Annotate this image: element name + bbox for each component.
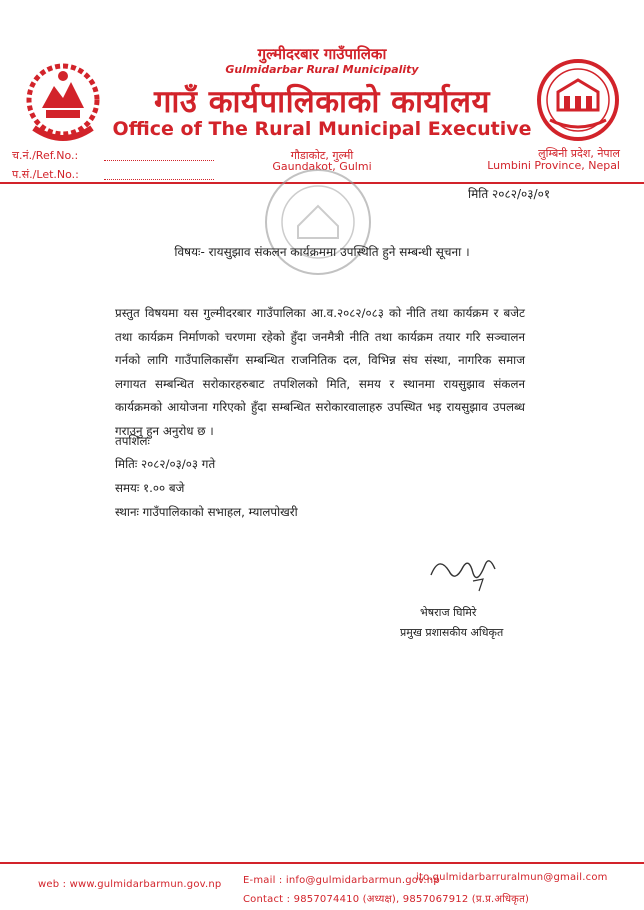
- details-date: मितिः २०८२/०३/०३ गते: [115, 457, 216, 471]
- province-np: लुम्बिनी प्रदेश, नेपाल: [538, 147, 620, 160]
- municipality-name-np: गुल्मीदरबार गाउँपालिका: [257, 45, 387, 63]
- place-np: गौडाकोट, गुल्मी: [290, 149, 354, 162]
- footer-divider: [0, 862, 644, 864]
- details-place: स्थानः गाउँपालिकाको सभाहल, म्यालपोखरी: [115, 505, 298, 519]
- footer-website[interactable]: web : www.gulmidarbarmun.gov.np: [38, 879, 222, 890]
- subject-line: विषयः- रायसुझाव संकलन कार्यक्रममा उपस्थिति हुने सम्बन्धी सूचना ।: [174, 245, 470, 259]
- footer-contact: Contact : 9857074410 (अध्यक्ष), 9857067912 (प्र.प्र.अधिकृत): [243, 894, 530, 905]
- place-en: Gaundakot, Gulmi: [272, 160, 372, 173]
- office-name-np: गाउँ कार्यपालिकाको कार्यालय: [153, 84, 491, 120]
- details-heading: तपशिलः: [115, 434, 150, 448]
- ref-no-line: [104, 160, 214, 161]
- letter-no-line: [104, 179, 214, 180]
- letter-date: मिति २०८२/०३/०१: [468, 187, 551, 201]
- signature-icon: [425, 545, 505, 595]
- signer-title: प्रमुख प्रशासकीय अधिकृत: [400, 626, 504, 639]
- province-en: Lumbini Province, Nepal: [487, 159, 620, 172]
- body-paragraph: प्रस्तुत विषयमा यस गुल्मीदरबार गाउँपालिका आ.व.२०८२/०८३ को नीति तथा कार्यक्रम र बजेट तथा कार्यक्रम निर्माणको चरणमा रहेको हुँदा जनमैत्री नीति तथा कार्यक्रम तयार गरि सञ्चालन गर्नको लागि गाउँपालिकासँग सम्बन्धित राजनितिक दल, विभिन्न संघ संस्था, नागरिक समाज लगायत सम्बन्धित सरोकारहरुबाट तपशिलको मिति, समय र स्थानमा रायसुझाव संकलन कार्यक्रमको आयोजना गरिएको हुँदा सम्बन्धित सरोकारवालाहरु उपस्थित भइ रायसुझाव उपलब्ध गराउनु हुन अनुरोध छ ।: [115, 306, 525, 438]
- office-stamp-icon: [262, 166, 374, 278]
- municipality-name-en: Gulmidarbar Rural Municipality: [225, 63, 419, 76]
- details-time: समयः १.०० बजे: [115, 481, 185, 495]
- footer-email[interactable]: E-mail : info@gulmidarbarmun.gov.np: [243, 875, 440, 886]
- footer-email-secondary[interactable]: ito.gulmidarbarruralmun@gmail.com: [416, 872, 608, 883]
- signer-name: भेषराज घिमिरे: [420, 606, 477, 619]
- ref-no-label: च.नं./Ref.No.:: [12, 149, 79, 162]
- letter-no-label: प.सं./Let.No.:: [12, 168, 79, 181]
- office-name-en: Office of The Rural Municipal Executive: [112, 118, 532, 140]
